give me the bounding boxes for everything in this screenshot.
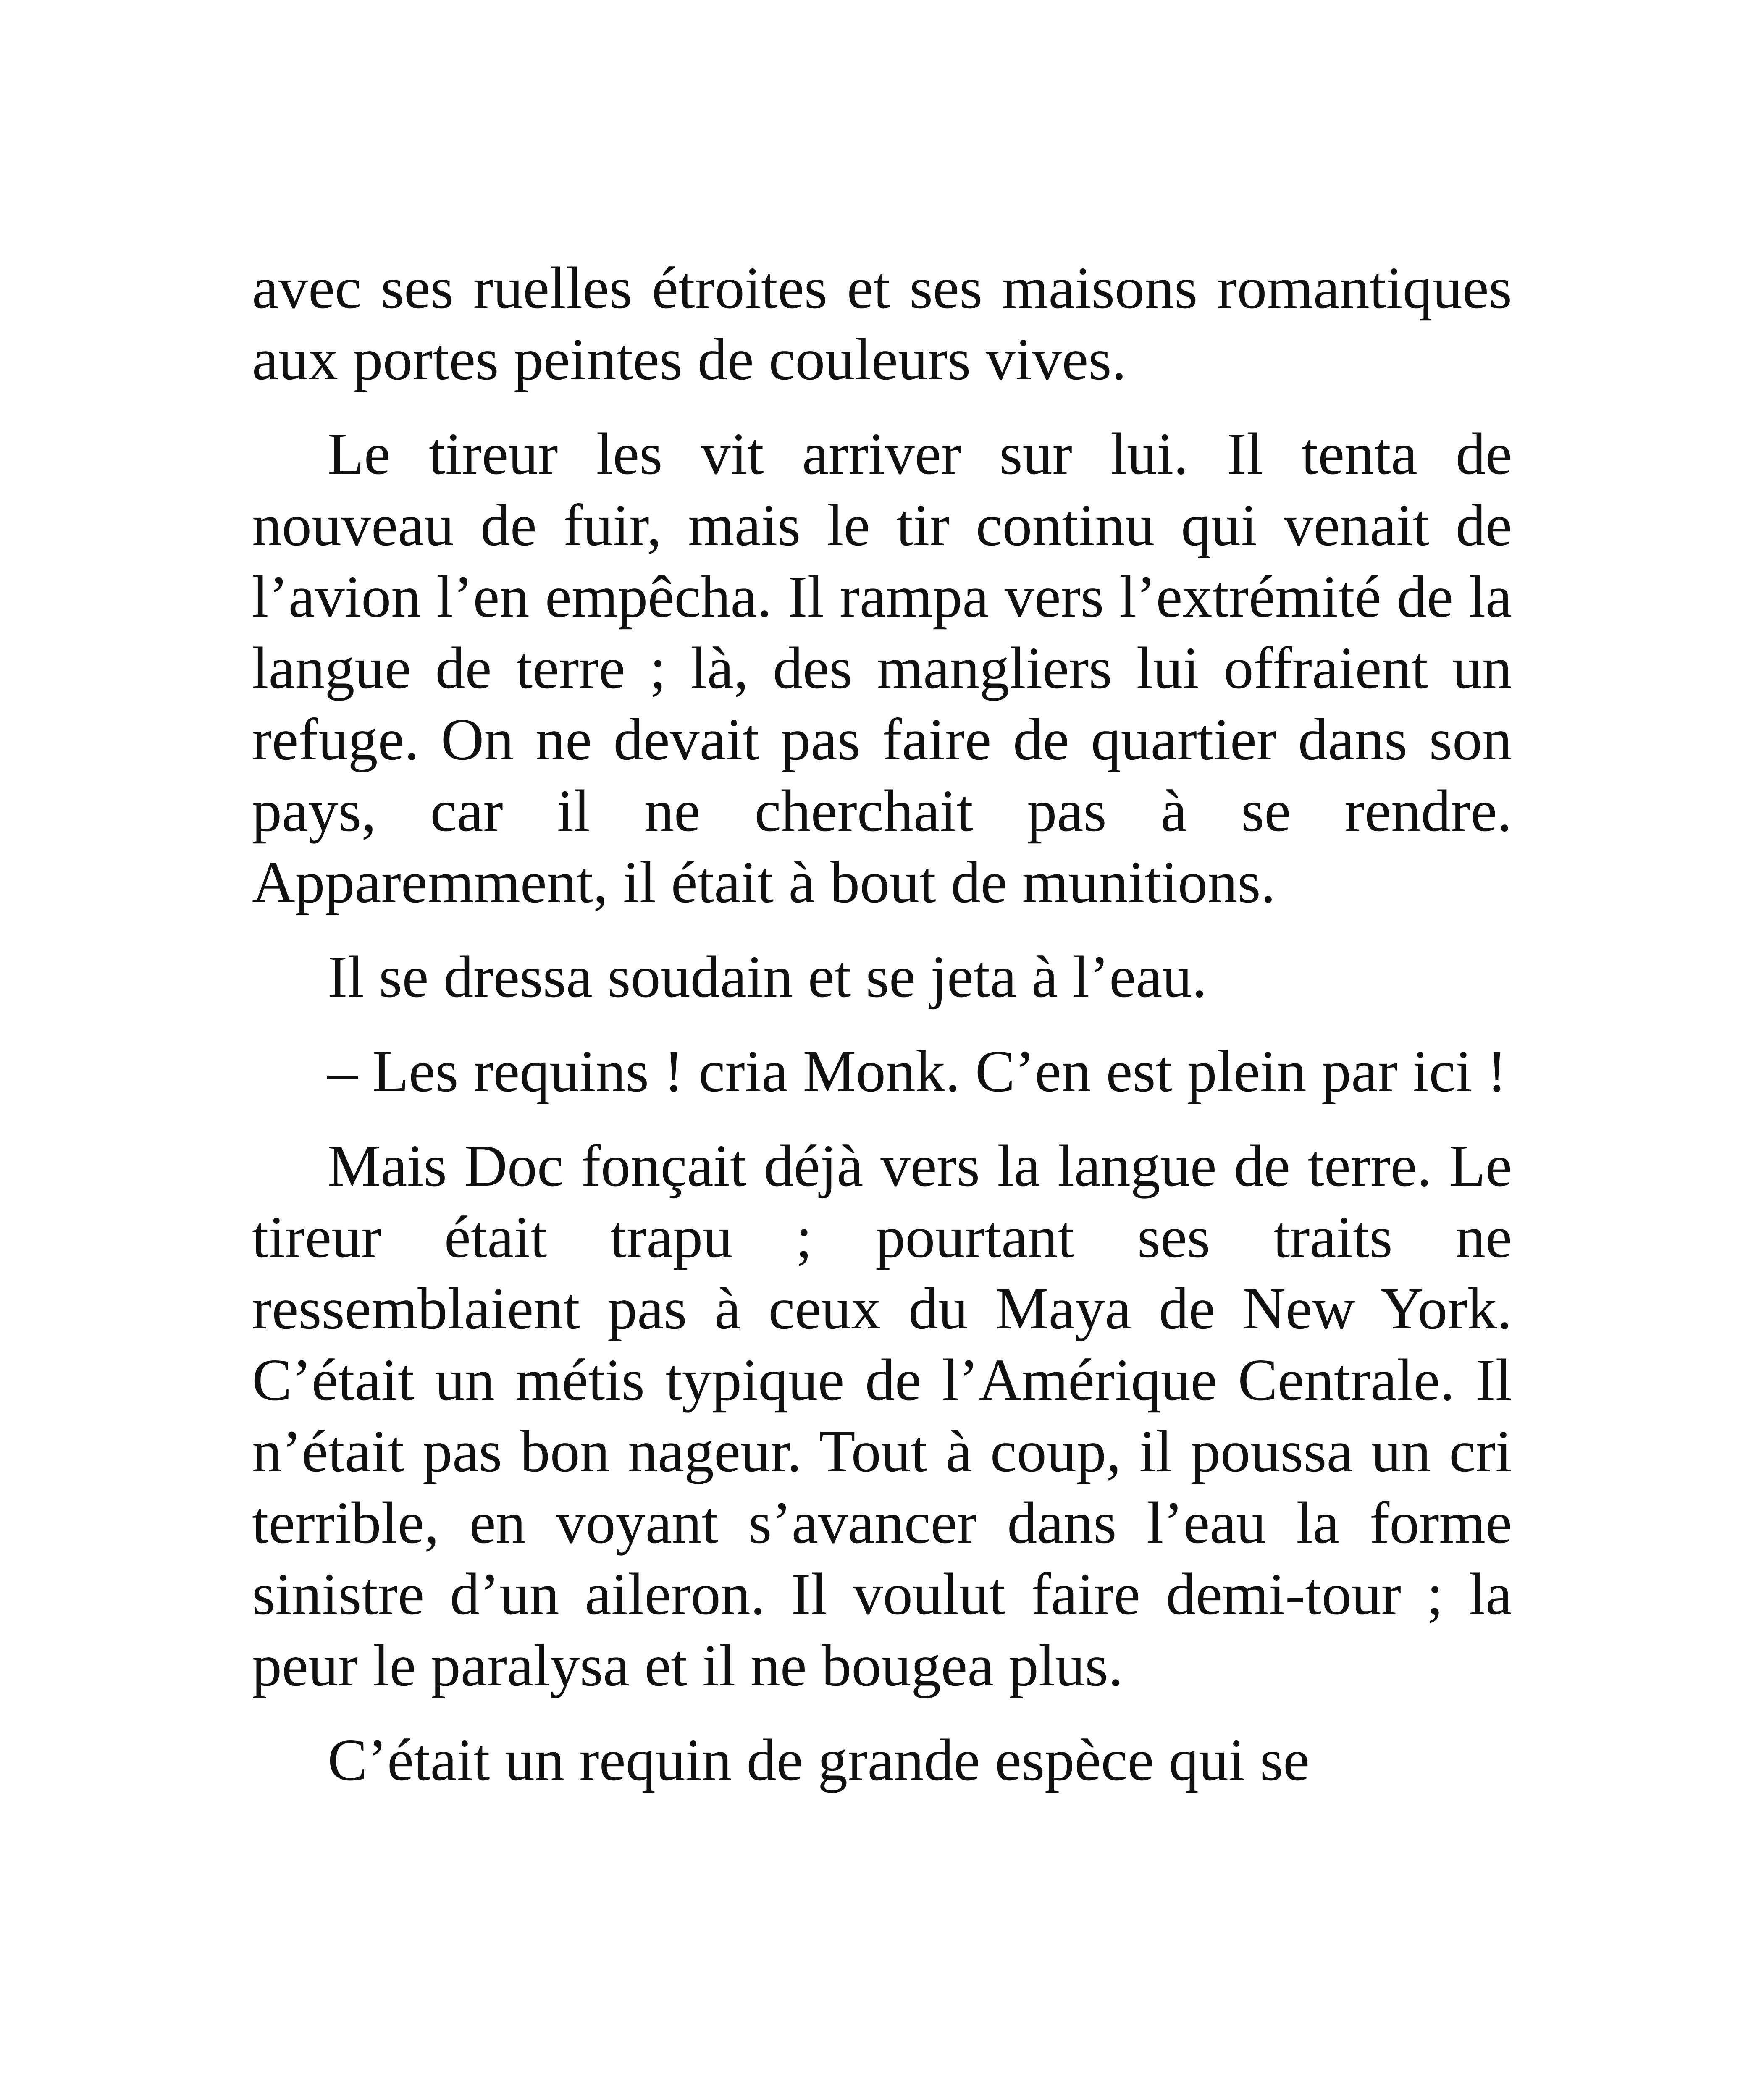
paragraph-shooter: Le tireur les vit arriver sur lui. Il tenta de nouveau de fuir, mais le tir continu qui venait de l’avion l’en empêcha. Il rampa vers l’extrémité de la langue de terre ; là, des mangliers lui offraient un refuge. On ne devait pas faire de quartier dans son pays, car il ne cherchait pas à se rendre. Apparemment, il était à bout de munitions. [252,420,1512,915]
paragraph-dialogue-monk: – Les requins ! cria Monk. C’en est plein par ici ! [328,1038,1507,1104]
paragraph-shark: C’était un requin de grande espèce qui se [328,1727,1310,1793]
body-text [252,252,1512,1819]
paragraph-doc: Mais Doc fonçait déjà vers la langue de terre. Le tireur était trapu ; pourtant ses traits ne ressemblaient pas à ceux du Maya de New York. C’était un métis typique de l’Amérique Centrale. Il n’était pas bon nageur. Tout à coup, il poussa un cri terrible, en voyant s’avancer dans l’eau la forme sinistre d’un aileron. Il voulut faire demi-tour ; la peur le paralysa et il ne bougea plus. [252,1132,1512,1698]
paragraph-continuation: avec ses ruelles étroites et ses maisons romantiques aux portes peintes de couleurs vives. [252,255,1512,392]
paragraph-jump: Il se dressa soudain et se jeta à l’eau. [328,943,1207,1010]
